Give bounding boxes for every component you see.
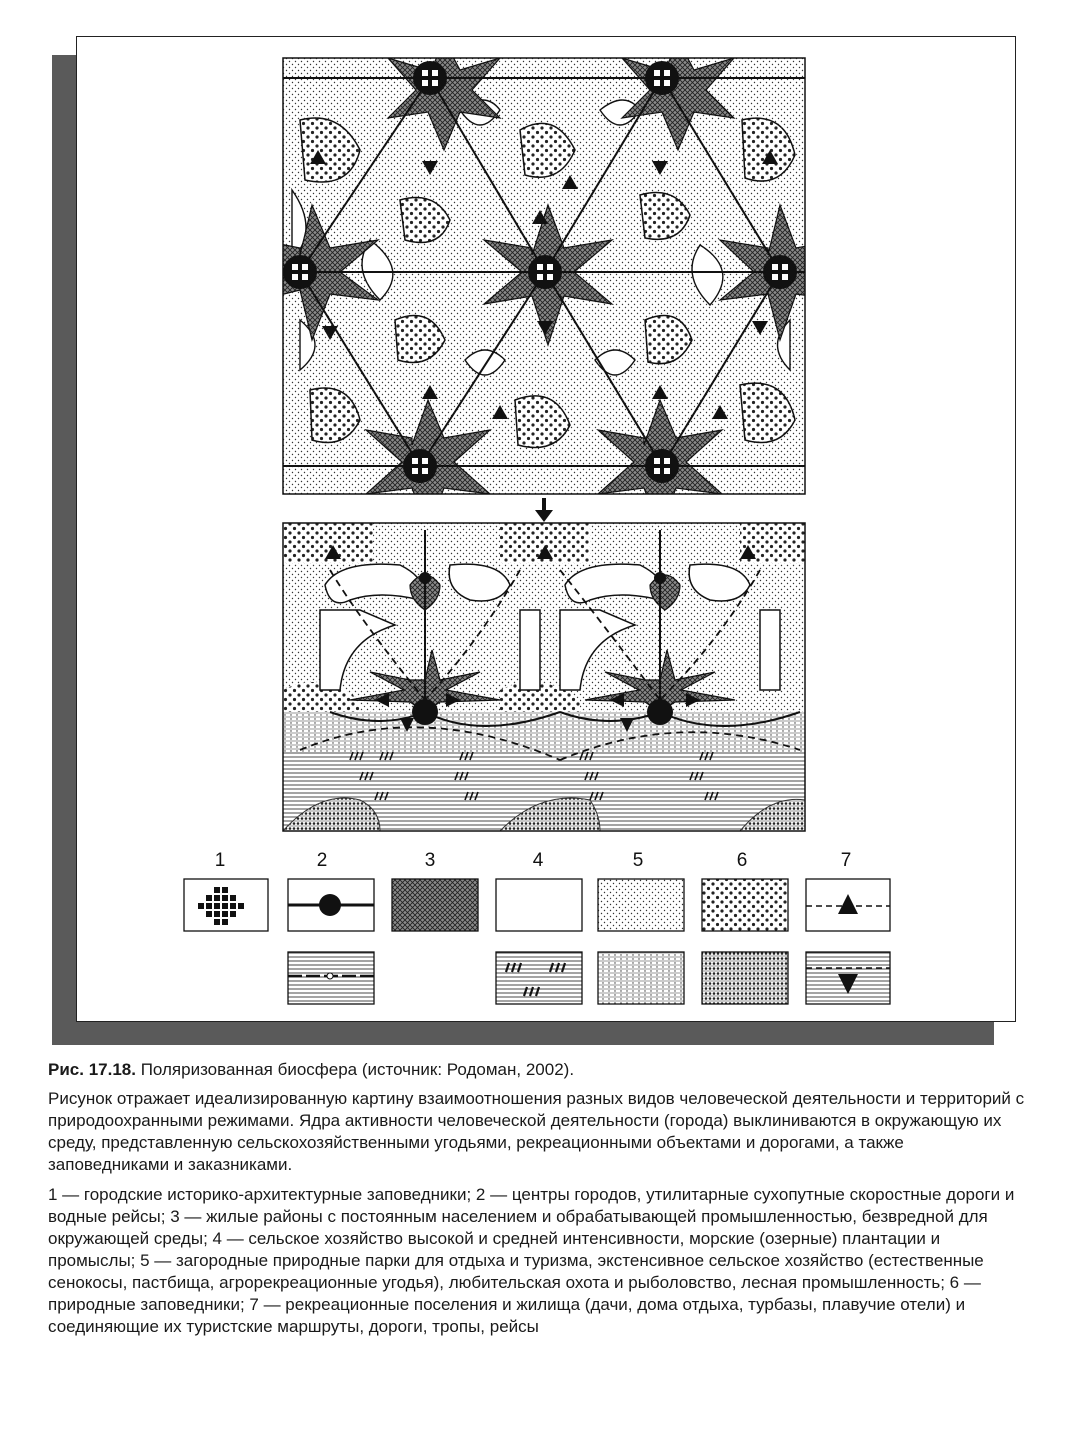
legend — [215, 850, 852, 871]
figure-title: Поляризованная биосфера (источник: Родоман, 2002). — [140, 1060, 575, 1079]
legend-swatch-1 — [184, 879, 268, 931]
caption-heading — [48, 1060, 1028, 1080]
legend-number-7: 7 — [840, 850, 852, 871]
figure-description: Рисунок отражает идеализированную картину взаимоотношения разных видов человеческой деятельности и территорий с природоохранными режимами. Ядра активности человеческой деятельности (города) выклиниваются в окружающую их среду, представленную сельскохозяйственными угодьями, рекреационными объектами и дорогами, а также заповедниками и заказниками. — [48, 1089, 1025, 1174]
legend-swatch-6 — [702, 879, 788, 931]
legend-swatch-7 — [806, 879, 890, 931]
legend-swatch-3 — [392, 879, 478, 931]
legend-swatch-7b — [806, 952, 890, 1004]
legend-number-5: 5 — [632, 850, 644, 871]
legend-swatch-6b — [702, 952, 788, 1004]
legend-swatch-5b — [598, 952, 684, 1004]
legend-swatch-2b — [288, 952, 374, 1004]
legend-swatch-2 — [288, 879, 374, 931]
legend-swatch-4b — [496, 952, 582, 1004]
legend-number-4: 4 — [532, 850, 544, 871]
legend-number-1: 1 — [214, 850, 226, 871]
top-panel-diagram — [260, 40, 840, 530]
legend-swatch-4 — [496, 879, 582, 931]
figure-legend-text: 1 — городские историко-архитектурные заповедники; 2 — центры городов, утилитарные сухопутные скоростные дороги и водные рейсы; 3 — жилые районы с постоянным населением и обрабатывающей промышленностью, безвредной для окружающей среды; 4 — сельское хозяйство высокой и средней интенсивности, морские (озерные) плантации и промыслы; 5 — загородные природные парки для отдыха и туризма, экстенсивное сельское хозяйство (естественные сенокосы, пастбища, агрорекреационные угодья), любительская охота и рыболовство, лесная промышленность; 6 — природные заповедники; 7 — рекреационные поселения и жилища (дачи, дома отдыха, турбазы, плавучие отели) и соединяющие их туристские маршруты, дороги, тропы, рейсы — [48, 1185, 1015, 1336]
legend-swatch-5 — [598, 879, 684, 931]
figure-number: Рис. 17.18. — [48, 1060, 136, 1079]
legend-number-2: 2 — [316, 850, 328, 871]
legend-number-6: 6 — [736, 850, 748, 871]
down-arrow-icon — [535, 498, 553, 522]
bottom-panel-diagram — [283, 523, 805, 831]
figure-caption — [48, 1060, 1028, 1346]
legend-number-3: 3 — [424, 850, 436, 871]
